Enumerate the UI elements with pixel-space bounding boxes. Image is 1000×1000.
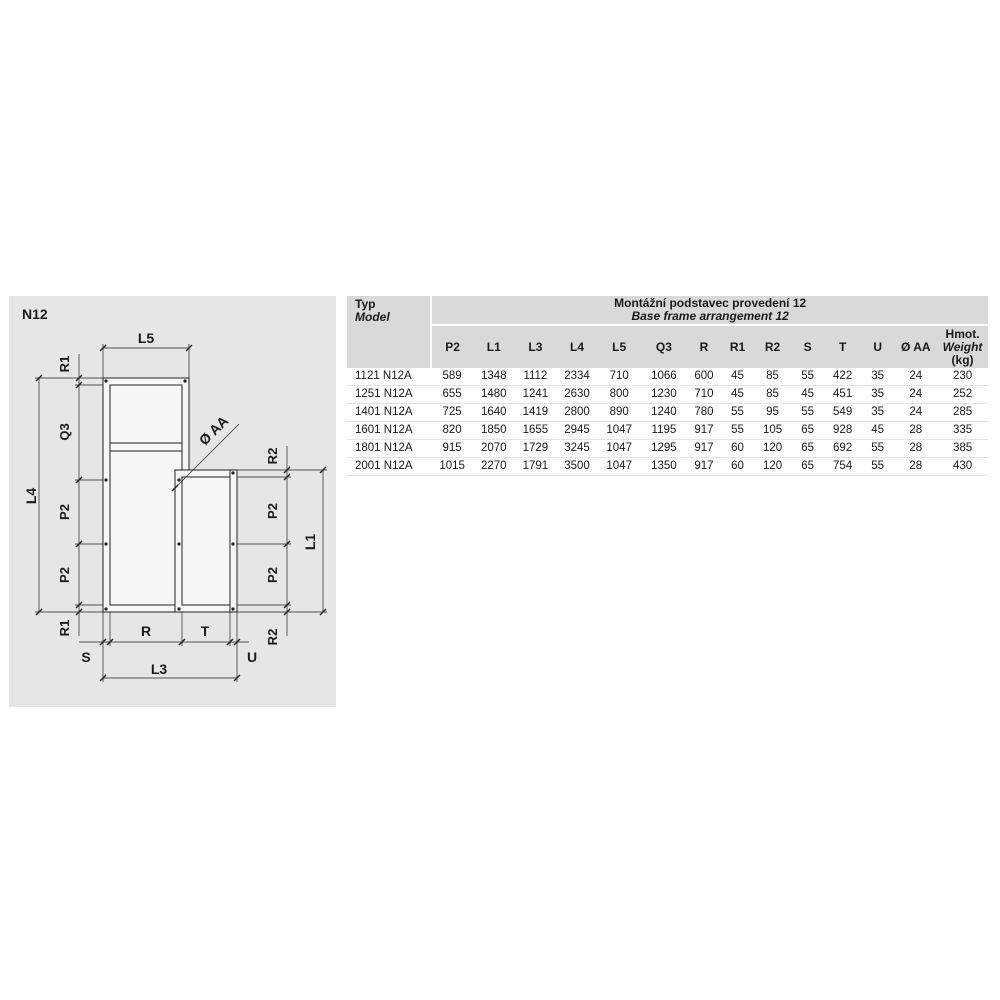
drawing-title: N12 [22,306,48,322]
dim-P2-right-upper: P2 [265,503,280,519]
table-cell: 1295 [641,440,688,458]
table-cell: 385 [937,440,988,458]
table-cell: 65 [791,440,825,458]
dim-R: R [140,623,152,639]
table-cell: 28 [894,440,937,458]
table-cell: 692 [824,440,861,458]
table-cell: 917 [687,458,721,476]
table-cell: 120 [754,458,791,476]
dim-U: U [246,649,258,665]
table-cell: 1047 [598,440,641,458]
table-cell: 549 [824,404,861,422]
table-row [347,386,988,404]
table-cell: 60 [721,440,755,458]
table-cell: 2270 [473,458,515,476]
dim-L1: L1 [302,533,318,551]
table-cell: 820 [431,422,473,440]
table-cell: 915 [431,440,473,458]
column-header-row [347,325,988,368]
table-cell: 780 [687,404,721,422]
table-row [347,422,988,440]
table-cell: 85 [754,368,791,386]
table-cell: 890 [598,404,641,422]
col-header-P2: P2 [431,325,473,368]
dim-R1-bottom: R1 [57,619,72,637]
table-cell: 55 [721,422,755,440]
table-cell: 35 [861,368,895,386]
table-cell: 1241 [515,386,557,404]
dim-P2-left-upper: P2 [57,504,72,520]
table-cell: 45 [791,386,825,404]
cell-model: 1801 N12A [347,440,431,458]
base-frame-drawing [9,296,336,707]
table-row [347,458,988,476]
spec-table [347,296,988,476]
table-cell: 600 [687,368,721,386]
table-cell: 928 [824,422,861,440]
table-row [347,404,988,422]
table-cell: 589 [431,368,473,386]
table-row [347,440,988,458]
table-cell: 1195 [641,422,688,440]
table-cell: 1350 [641,458,688,476]
table-row [347,368,988,386]
col-header-L4: L4 [556,325,598,368]
table-cell: 45 [721,386,755,404]
table-cell: 1066 [641,368,688,386]
col-header-weight: Hmot. Weight (kg) [937,325,988,368]
col-header-R: R [687,325,721,368]
table-cell: 65 [791,458,825,476]
table-cell: 24 [894,404,937,422]
table-cell: 45 [721,368,755,386]
col-header-S: S [791,325,825,368]
table-cell: 1240 [641,404,688,422]
table-cell: 422 [824,368,861,386]
table-cell: 335 [937,422,988,440]
table-cell: 710 [598,368,641,386]
drawing-panel [9,296,336,707]
table-cell: 55 [721,404,755,422]
cell-model: 1251 N12A [347,386,431,404]
table-cell: 430 [937,458,988,476]
table-cell: 105 [754,422,791,440]
table-cell: 917 [687,422,721,440]
table-cell: 35 [861,386,895,404]
dim-P2-left-lower: P2 [57,567,72,583]
table-cell: 55 [791,368,825,386]
table-cell: 24 [894,386,937,404]
dim-R1-top: R1 [57,355,72,373]
table-cell: 1850 [473,422,515,440]
dim-L5: L5 [137,330,155,346]
table-cell: 1419 [515,404,557,422]
table-cell: 55 [791,404,825,422]
col-header-U: U [861,325,895,368]
table-cell: 60 [721,458,755,476]
table-cell: 285 [937,404,988,422]
cell-model: 1601 N12A [347,422,431,440]
table-cell: 2334 [556,368,598,386]
table-cell: 1480 [473,386,515,404]
table-cell: 800 [598,386,641,404]
table-cell: 1230 [641,386,688,404]
table-cell: 1112 [515,368,557,386]
dim-S: S [81,649,91,665]
table-cell: 710 [687,386,721,404]
table-cell: 2070 [473,440,515,458]
table-cell: 917 [687,440,721,458]
table-cell: 2945 [556,422,598,440]
dim-T: T [200,623,210,639]
col-header-T: T [824,325,861,368]
table-cell: 45 [861,422,895,440]
col-header-Q3: Q3 [641,325,688,368]
table-cell: 55 [861,440,895,458]
table-cell: 24 [894,368,937,386]
table-cell: 2800 [556,404,598,422]
table-cell: 725 [431,404,473,422]
group-header: Montážní podstavec provedení 12 Base frame arrangement 12 [431,296,988,325]
table-cell: 1729 [515,440,557,458]
dim-Q3: Q3 [57,423,72,441]
table-cell: 55 [861,458,895,476]
table-cell: 120 [754,440,791,458]
table-cell: 1791 [515,458,557,476]
dim-P2-right-lower: P2 [265,567,280,583]
table-cell: 1348 [473,368,515,386]
table-cell: 451 [824,386,861,404]
table-cell: 754 [824,458,861,476]
cell-model: 1121 N12A [347,368,431,386]
table-cell: 1047 [598,422,641,440]
dim-L3: L3 [150,661,168,677]
table-cell: 230 [937,368,988,386]
col-header-L5: L5 [598,325,641,368]
table-cell: 85 [754,386,791,404]
table-cell: 3500 [556,458,598,476]
table-cell: 252 [937,386,988,404]
table-cell: 65 [791,422,825,440]
dim-R2-bottom: R2 [265,628,280,646]
table-cell: 2630 [556,386,598,404]
table-cell: 28 [894,458,937,476]
table-cell: 28 [894,422,937,440]
table-cell: 1655 [515,422,557,440]
col-header-R1: R1 [721,325,755,368]
col-header-R2: R2 [754,325,791,368]
dim-L4: L4 [23,487,39,505]
model-header: Typ Model [347,296,431,368]
table-cell: 1640 [473,404,515,422]
table-cell: 3245 [556,440,598,458]
col-header-diameter-AA: Ø AA [894,325,937,368]
table-cell: 655 [431,386,473,404]
table-cell: 1015 [431,458,473,476]
col-header-L1: L1 [473,325,515,368]
dim-diameter-AA: Ø AA [195,412,232,449]
table-cell: 35 [861,404,895,422]
spec-table-body [347,368,988,476]
cell-model: 1401 N12A [347,404,431,422]
col-header-L3: L3 [515,325,557,368]
cell-model: 2001 N12A [347,458,431,476]
dim-R2-top: R2 [265,447,280,465]
table-cell: 95 [754,404,791,422]
table-cell: 1047 [598,458,641,476]
